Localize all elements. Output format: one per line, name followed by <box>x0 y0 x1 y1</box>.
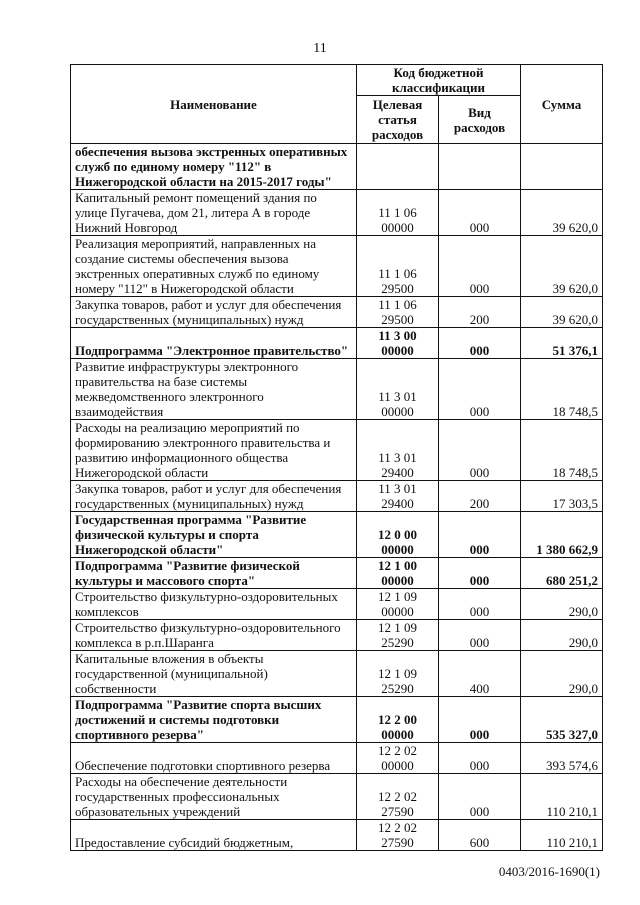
row-sum: 393 574,6 <box>521 743 603 774</box>
row-target-article: 12 2 02 00000 <box>357 743 439 774</box>
row-name: Подпрограмма "Развитие спорта высших достижений и системы подготовки спортивного резерва" <box>71 697 357 743</box>
row-target-article: 12 2 00 00000 <box>357 697 439 743</box>
row-sum <box>521 144 603 190</box>
row-expense-type: 000 <box>439 420 521 481</box>
table-row <box>71 359 603 420</box>
row-target-article: 11 1 06 29500 <box>357 236 439 297</box>
table-row <box>71 589 603 620</box>
row-name: обеспечения вызова экстренных оперативных служб по единому номеру "112" в Нижегородской области на 2015-2017 годы" <box>71 144 357 190</box>
page-number: 11 <box>313 41 327 56</box>
table-row <box>71 651 603 697</box>
row-expense-type: 200 <box>439 481 521 512</box>
header-sum: Сумма <box>521 65 603 144</box>
row-expense-type: 000 <box>439 620 521 651</box>
row-target-article: 12 1 09 25290 <box>357 651 439 697</box>
row-sum: 535 327,0 <box>521 697 603 743</box>
row-target-article: 11 3 00 00000 <box>357 328 439 359</box>
row-expense-type: 000 <box>439 743 521 774</box>
row-expense-type: 000 <box>439 558 521 589</box>
budget-table <box>70 64 603 851</box>
table-row <box>71 697 603 743</box>
row-sum: 39 620,0 <box>521 236 603 297</box>
row-sum: 18 748,5 <box>521 359 603 420</box>
row-name: Реализация мероприятий, направленных на создание системы обеспечения вызова экстренных оперативных служб по единому номеру "112" в Нижегородской области <box>71 236 357 297</box>
table-row <box>71 512 603 558</box>
row-expense-type: 000 <box>439 190 521 236</box>
row-expense-type: 000 <box>439 236 521 297</box>
row-sum: 39 620,0 <box>521 190 603 236</box>
table-row <box>71 481 603 512</box>
table-row <box>71 144 603 190</box>
row-sum: 51 376,1 <box>521 328 603 359</box>
row-sum: 17 303,5 <box>521 481 603 512</box>
row-expense-type: 400 <box>439 651 521 697</box>
table-row <box>71 420 603 481</box>
row-target-article: 11 3 01 29400 <box>357 481 439 512</box>
row-name: Развитие инфраструктуры электронного правительства на базе системы межведомственного электронного взаимодействия <box>71 359 357 420</box>
row-target-article: 11 1 06 29500 <box>357 297 439 328</box>
header-name: Наименование <box>71 65 357 144</box>
row-sum: 18 748,5 <box>521 420 603 481</box>
row-expense-type: 000 <box>439 328 521 359</box>
row-name: Капитальные вложения в объекты государственной (муниципальной) собственности <box>71 651 357 697</box>
row-sum: 110 210,1 <box>521 774 603 820</box>
table-row <box>71 297 603 328</box>
row-expense-type: 200 <box>439 297 521 328</box>
row-name: Подпрограмма "Развитие физической культуры и массового спорта" <box>71 558 357 589</box>
row-target-article: 12 2 02 27590 <box>357 820 439 851</box>
row-expense-type: 000 <box>439 589 521 620</box>
row-name: Строительство физкультурно-оздоровительных комплексов <box>71 589 357 620</box>
row-name: Расходы на обеспечение деятельности государственных профессиональных образовательных учреждений <box>71 774 357 820</box>
row-sum: 290,0 <box>521 620 603 651</box>
table-row <box>71 774 603 820</box>
row-expense-type <box>439 144 521 190</box>
row-name: Обеспечение подготовки спортивного резерва <box>71 743 357 774</box>
row-name: Подпрограмма "Электронное правительство" <box>71 328 357 359</box>
row-name: Предоставление субсидий бюджетным, <box>71 820 357 851</box>
header-expense-type: Вид расходов <box>439 96 521 144</box>
header-classification: Код бюджетной классификации <box>357 65 521 96</box>
table-row <box>71 558 603 589</box>
table-row <box>71 190 603 236</box>
row-name: Капитальный ремонт помещений здания по улице Пугачева, дом 21, литера А в городе Нижний Новгород <box>71 190 357 236</box>
row-target-article: 12 1 00 00000 <box>357 558 439 589</box>
table-row <box>71 743 603 774</box>
table-row <box>71 820 603 851</box>
row-target-article: 12 2 02 27590 <box>357 774 439 820</box>
row-name: Расходы на реализацию мероприятий по формированию электронного правительства и развитию информационного общества Нижегородской области <box>71 420 357 481</box>
row-target-article <box>357 144 439 190</box>
row-target-article: 11 3 01 29400 <box>357 420 439 481</box>
row-name: Закупка товаров, работ и услуг для обеспечения государственных (муниципальных) нужд <box>71 297 357 328</box>
row-sum: 290,0 <box>521 651 603 697</box>
row-name: Государственная программа "Развитие физической культуры и спорта Нижегородской области" <box>71 512 357 558</box>
row-name: Строительство физкультурно-оздоровительного комплекса в р.п.Шаранга <box>71 620 357 651</box>
row-expense-type: 000 <box>439 774 521 820</box>
row-target-article: 11 1 06 00000 <box>357 190 439 236</box>
row-target-article: 12 1 09 00000 <box>357 589 439 620</box>
row-sum: 1 380 662,9 <box>521 512 603 558</box>
header-target-article: Целевая статья расходов <box>357 96 439 144</box>
row-sum: 39 620,0 <box>521 297 603 328</box>
row-name: Закупка товаров, работ и услуг для обеспечения государственных (муниципальных) нужд <box>71 481 357 512</box>
row-target-article: 12 0 00 00000 <box>357 512 439 558</box>
table-row <box>71 236 603 297</box>
row-target-article: 12 1 09 25290 <box>357 620 439 651</box>
row-sum: 290,0 <box>521 589 603 620</box>
row-expense-type: 000 <box>439 512 521 558</box>
row-sum: 680 251,2 <box>521 558 603 589</box>
table-row <box>71 328 603 359</box>
row-expense-type: 000 <box>439 359 521 420</box>
row-sum: 110 210,1 <box>521 820 603 851</box>
row-expense-type: 600 <box>439 820 521 851</box>
document-code: 0403/2016-1690(1) <box>498 864 600 879</box>
row-target-article: 11 3 01 00000 <box>357 359 439 420</box>
table-row <box>71 620 603 651</box>
row-expense-type: 000 <box>439 697 521 743</box>
